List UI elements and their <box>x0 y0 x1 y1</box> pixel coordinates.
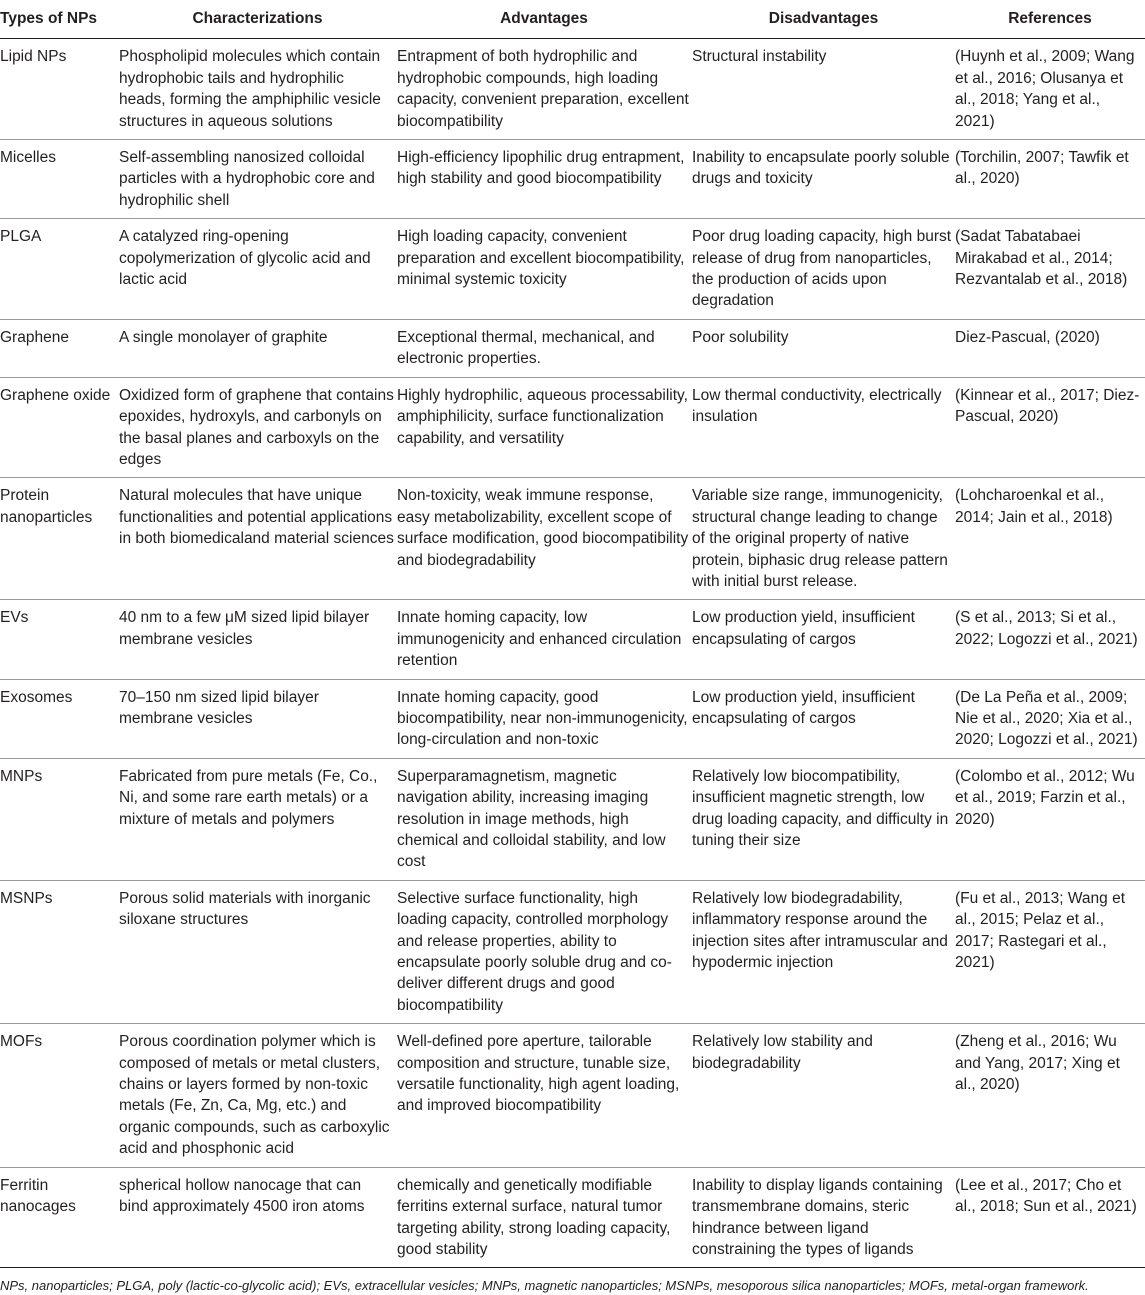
cell-advantages: Innate homing capacity, good biocompatibility, near non-immunogenicity, long-circulation and non-toxic <box>396 679 692 758</box>
cell-characterization: spherical hollow nanocage that can bind approximately 4500 iron atoms <box>119 1167 396 1268</box>
cell-disadvantages: Relatively low stability and biodegradability <box>692 1024 955 1167</box>
cell-characterization: Porous solid materials with inorganic siloxane structures <box>119 880 396 1023</box>
cell-type: MNPs <box>0 758 119 880</box>
cell-type: Protein nanoparticles <box>0 478 119 600</box>
cell-characterization: 40 nm to a few μM sized lipid bilayer membrane vesicles <box>119 600 396 679</box>
cell-advantages: Entrapment of both hydrophilic and hydrophobic compounds, high loading capacity, convenient preparation, excellent biocompatibility <box>396 39 692 140</box>
cell-references: (Lee et al., 2017; Cho et al., 2018; Sun et al., 2021) <box>955 1167 1145 1268</box>
cell-references: (Torchilin, 2007; Tawfik et al., 2020) <box>955 140 1145 219</box>
cell-type: Graphene oxide <box>0 377 119 478</box>
cell-characterization: Fabricated from pure metals (Fe, Co., Ni, and some rare earth metals) or a mixture of metals and polymers <box>119 758 396 880</box>
cell-references: (Lohcharoenkal et al., 2014; Jain et al., 2018) <box>955 478 1145 600</box>
cell-advantages: High loading capacity, convenient preparation and excellent biocompatibility, minimal systemic toxicity <box>396 219 692 320</box>
cell-advantages: Innate homing capacity, low immunogenicity and enhanced circulation retention <box>396 600 692 679</box>
table-row <box>0 478 1145 600</box>
cell-characterization: A catalyzed ring-opening copolymerization of glycolic acid and lactic acid <box>119 219 396 320</box>
cell-disadvantages: Poor solubility <box>692 319 955 377</box>
cell-disadvantages: Low thermal conductivity, electrically insulation <box>692 377 955 478</box>
cell-references: (S et al., 2013; Si et al., 2022; Logozzi et al., 2021) <box>955 600 1145 679</box>
table-footnote: NPs, nanoparticles; PLGA, poly (lactic-co-glycolic acid); EVs, extracellular vesicles; MNPs, magnetic nanoparticles; MSNPs, mesoporous silica nanoparticles; MOFs, metal-organ framework. <box>0 1278 1089 1294</box>
header-characterizations: Characterizations <box>119 0 396 39</box>
header-row <box>0 0 1145 39</box>
cell-references: (Sadat Tabatabaei Mirakabad et al., 2014; Rezvantalab et al., 2018) <box>955 219 1145 320</box>
cell-disadvantages: Structural instability <box>692 39 955 140</box>
cell-advantages: Highly hydrophilic, aqueous processability, amphiphilicity, surface functionalization capability, and versatility <box>396 377 692 478</box>
cell-characterization: 70–150 nm sized lipid bilayer membrane vesicles <box>119 679 396 758</box>
table-row <box>0 377 1145 478</box>
header-disadvantages: Disadvantages <box>692 0 955 39</box>
cell-disadvantages: Inability to encapsulate poorly soluble drugs and toxicity <box>692 140 955 219</box>
table-header <box>0 0 1145 39</box>
cell-advantages: Selective surface functionality, high loading capacity, controlled morphology and release properties, ability to encapsulate poorly soluble drug and co-deliver different drugs and good biocompatibility <box>396 880 692 1023</box>
cell-disadvantages: Relatively low biodegradability, inflammatory response around the injection sites after intramuscular and hypodermic injection <box>692 880 955 1023</box>
cell-disadvantages: Low production yield, insufficient encapsulating of cargos <box>692 600 955 679</box>
table-row <box>0 39 1145 140</box>
table-row <box>0 679 1145 758</box>
cell-characterization: A single monolayer of graphite <box>119 319 396 377</box>
table-row <box>0 1167 1145 1268</box>
cell-advantages: Superparamagnetism, magnetic navigation ability, increasing imaging resolution in image methods, high chemical and colloidal stability, and low cost <box>396 758 692 880</box>
cell-references: (Zheng et al., 2016; Wu and Yang, 2017; Xing et al., 2020) <box>955 1024 1145 1167</box>
cell-disadvantages: Low production yield, insufficient encapsulating of cargos <box>692 679 955 758</box>
cell-advantages: High-efficiency lipophilic drug entrapment, high stability and good biocompatibility <box>396 140 692 219</box>
cell-type: Graphene <box>0 319 119 377</box>
cell-references: (Fu et al., 2013; Wang et al., 2015; Pelaz et al., 2017; Rastegari et al., 2021) <box>955 880 1145 1023</box>
cell-characterization: Porous coordination polymer which is composed of metals or metal clusters, chains or layers formed by non-toxic metals (Fe, Zn, Ca, Mg, etc.) and organic compounds, such as carboxylic acid and phosphonic acid <box>119 1024 396 1167</box>
table-row <box>0 140 1145 219</box>
header-advantages: Advantages <box>396 0 692 39</box>
cell-disadvantages: Relatively low biocompatibility, insufficient magnetic strength, low drug loading capacity, and difficulty in tuning their size <box>692 758 955 880</box>
cell-advantages: Well-defined pore aperture, tailorable composition and structure, tunable size, versatile functionality, high agent loading, and improved biocompatibility <box>396 1024 692 1167</box>
table-row <box>0 319 1145 377</box>
table-row <box>0 758 1145 880</box>
cell-disadvantages: Variable size range, immunogenicity, structural change leading to change of the original property of native protein, biphasic drug release pattern with initial burst release. <box>692 478 955 600</box>
cell-references: (De La Peña et al., 2009; Nie et al., 2020; Xia et al., 2020; Logozzi et al., 2021) <box>955 679 1145 758</box>
cell-type: EVs <box>0 600 119 679</box>
cell-type: MOFs <box>0 1024 119 1167</box>
header-types: Types of NPs <box>0 0 119 39</box>
cell-advantages: Non-toxicity, weak immune response, easy metabolizability, excellent scope of surface modification, good biocompatibility and biodegradability <box>396 478 692 600</box>
cell-characterization: Phospholipid molecules which contain hydrophobic tails and hydrophilic heads, forming the amphiphilic vesicle structures in aqueous solutions <box>119 39 396 140</box>
cell-type: MSNPs <box>0 880 119 1023</box>
cell-type: Exosomes <box>0 679 119 758</box>
table-row <box>0 880 1145 1023</box>
cell-type: PLGA <box>0 219 119 320</box>
cell-type: Ferritin nanocages <box>0 1167 119 1268</box>
cell-references: (Huynh et al., 2009; Wang et al., 2016; Olusanya et al., 2018; Yang et al., 2021) <box>955 39 1145 140</box>
cell-references: Diez-Pascual, (2020) <box>955 319 1145 377</box>
cell-characterization: Self-assembling nanosized colloidal particles with a hydrophobic core and hydrophilic shell <box>119 140 396 219</box>
cell-type: Micelles <box>0 140 119 219</box>
table-row <box>0 600 1145 679</box>
cell-characterization: Oxidized form of graphene that contains epoxides, hydroxyls, and carbonyls on the basal planes and carboxyls on the edges <box>119 377 396 478</box>
cell-characterization: Natural molecules that have unique functionalities and potential applications in both biomedicaland material sciences <box>119 478 396 600</box>
cell-advantages: chemically and genetically modifiable ferritins external surface, natural tumor targeting ability, strong loading capacity, good stability <box>396 1167 692 1268</box>
header-references: References <box>955 0 1145 39</box>
table-row <box>0 1024 1145 1167</box>
cell-references: (Colombo et al., 2012; Wu et al., 2019; Farzin et al., 2020) <box>955 758 1145 880</box>
table-body <box>0 39 1145 1268</box>
table-row <box>0 219 1145 320</box>
cell-advantages: Exceptional thermal, mechanical, and electronic properties. <box>396 319 692 377</box>
cell-disadvantages: Poor drug loading capacity, high burst release of drug from nanoparticles, the production of acids upon degradation <box>692 219 955 320</box>
cell-disadvantages: Inability to display ligands containing transmembrane domains, steric hindrance between ligand constraining the types of ligands <box>692 1167 955 1268</box>
cell-type: Lipid NPs <box>0 39 119 140</box>
cell-references: (Kinnear et al., 2017; Diez-Pascual, 2020) <box>955 377 1145 478</box>
